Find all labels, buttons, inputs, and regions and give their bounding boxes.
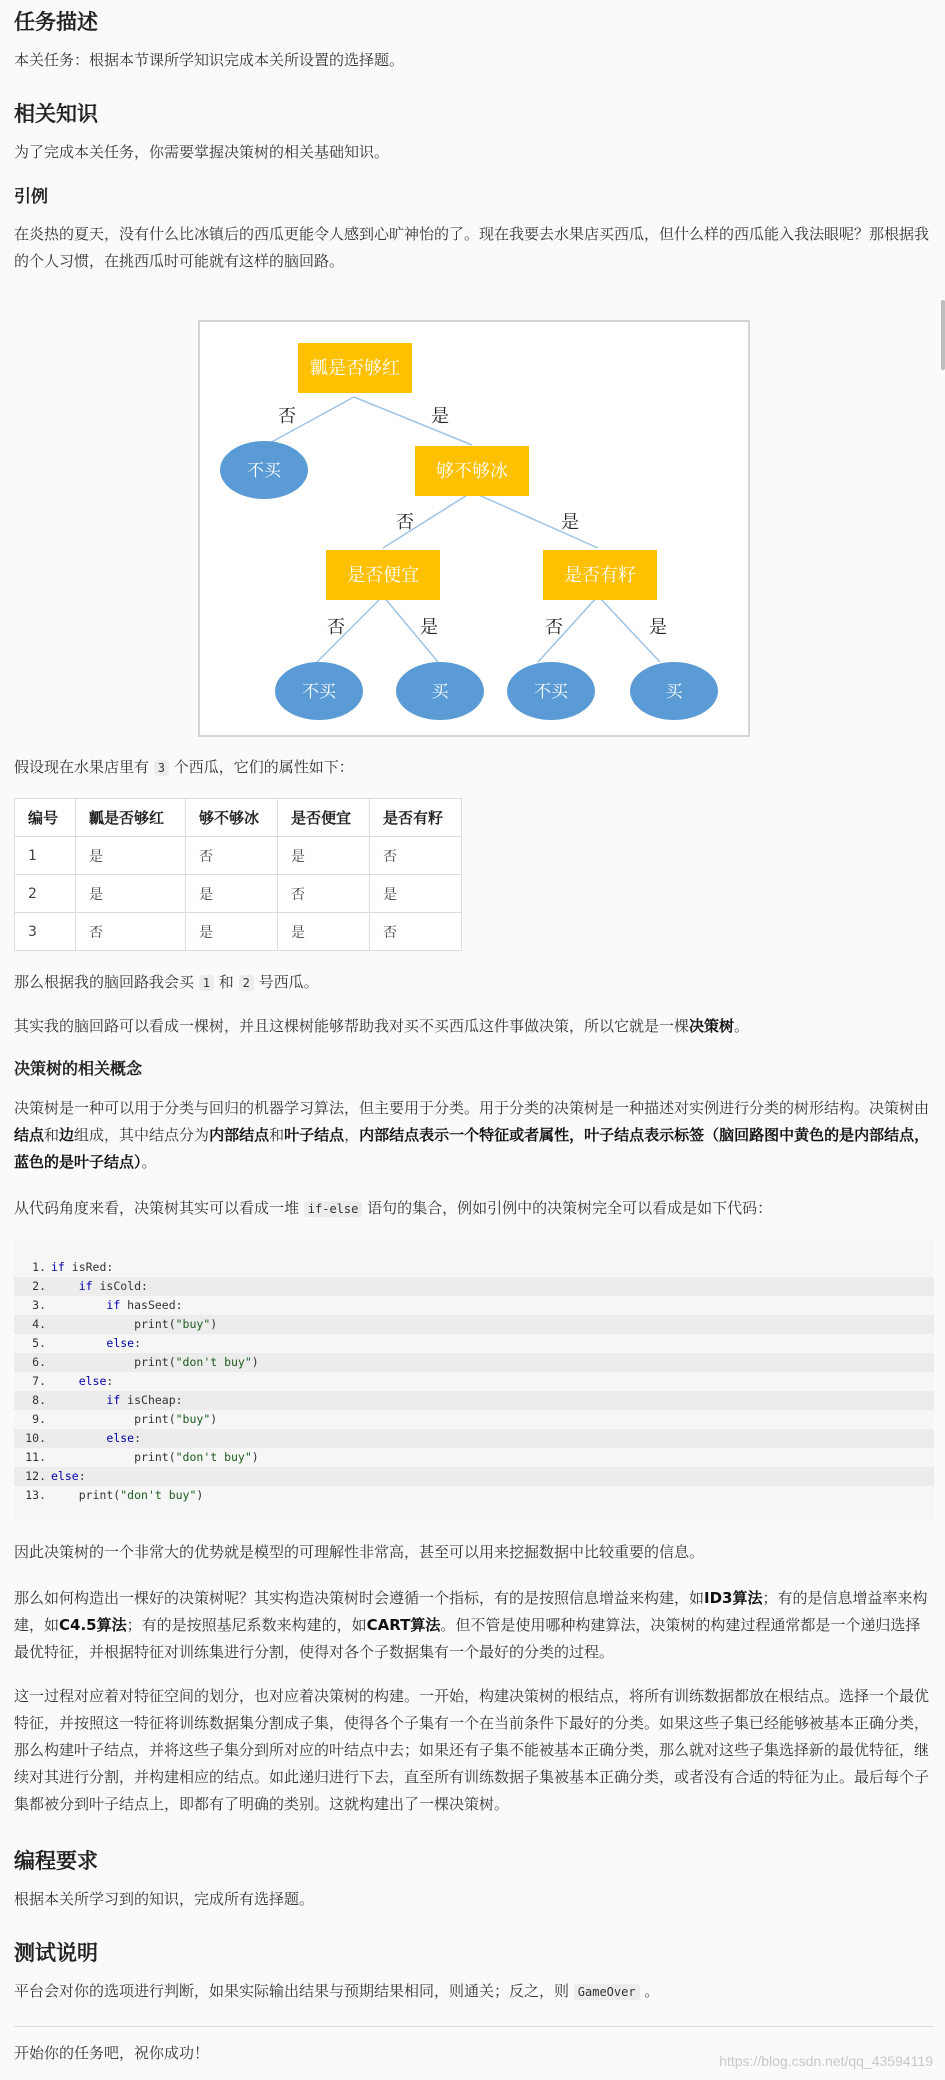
node-root-label: 瓤是否够红 xyxy=(310,358,400,379)
concept-l2: 和 xyxy=(44,1126,60,1144)
concept-l3: 组成，其中结点分为 xyxy=(74,1126,210,1144)
table-row xyxy=(15,837,462,875)
intro-title: 引例 xyxy=(14,187,48,207)
table-row xyxy=(15,875,462,913)
code-line xyxy=(14,1315,934,1334)
buy-text-after: 号西瓜。 xyxy=(253,973,319,991)
table-cell: 是 xyxy=(186,875,278,913)
code-line-number: 6. xyxy=(32,1355,46,1369)
melon-count: 3 xyxy=(154,760,169,776)
table-cell: 是 xyxy=(186,913,278,951)
code-line xyxy=(14,1258,934,1277)
code-line-text: print("don't buy") xyxy=(51,1488,204,1502)
advantage-text: 因此决策树的一个非常大的优势就是模型的可理解性非常高，甚至可以用来挖掘数据中比较重要的信息。 xyxy=(14,1543,705,1561)
knowledge-title: 相关知识 xyxy=(14,102,98,126)
code-line xyxy=(14,1486,934,1505)
buy-text-before: 那么根据我的脑回路我会买 xyxy=(14,973,199,991)
code-line-text: if isRed: xyxy=(51,1260,114,1274)
code-block xyxy=(14,1241,934,1521)
build-id3: ID3算法 xyxy=(704,1589,763,1607)
build-c: ；有的是信息增益率来构建，如 xyxy=(14,1589,928,1634)
table-header: 瓤是否够红 xyxy=(76,799,186,837)
concept-b1: 结点 xyxy=(14,1126,45,1144)
concept-b3: 内部结点 xyxy=(209,1126,270,1144)
table-cell: 是 xyxy=(370,875,462,913)
code-line-text: print("don't buy") xyxy=(51,1450,259,1464)
leaf-root-no-label: 不买 xyxy=(247,461,281,481)
decision-tree-figure xyxy=(198,320,750,737)
melon-attribute-table xyxy=(14,798,462,951)
edge-label-seed-yes: 是 xyxy=(649,617,667,638)
table-cell: 1 xyxy=(15,837,76,875)
code-line-text: if isCold: xyxy=(78,1279,148,1293)
code-line-number: 11. xyxy=(25,1450,46,1464)
buy-text-mid: 和 xyxy=(214,973,239,991)
edge-label-cold-no: 否 xyxy=(396,512,414,533)
decision-tree-svg xyxy=(200,322,748,735)
code-line xyxy=(14,1296,934,1315)
closing-text: 开始你的任务吧，祝你成功！ xyxy=(14,2044,210,2062)
test-before: 平台会对你的选项进行判断，如果实际输出结果与预期结果相同，则通关；反之，则 xyxy=(14,1982,574,2000)
code-line xyxy=(14,1410,934,1429)
table-intro xyxy=(14,754,930,782)
gameover-code: GameOver xyxy=(574,1984,640,2000)
build-cart: CART算法 xyxy=(366,1616,441,1634)
test-text xyxy=(14,1978,930,2006)
build-a: 那么如何构造出一棵好的决策树呢？其实构造决策树时会遵循一个指标，有的是按照信息增益来构建，如 xyxy=(14,1589,705,1607)
edge-cold-yes xyxy=(472,492,598,548)
code-line-number: 4. xyxy=(32,1317,46,1331)
concept-l1: 决策树是一种可以用于分类与回归的机器学习算法，但主要用于分类。用于分类的决策树是一种描述对实例进行分类的树形结构。决策树由 xyxy=(14,1099,930,1117)
table-intro-before: 假设现在水果店里有 xyxy=(14,758,154,776)
edge-label-root-yes: 是 xyxy=(431,406,449,427)
table-cell: 是 xyxy=(278,913,370,951)
code-line xyxy=(14,1277,934,1296)
divider xyxy=(14,2026,934,2027)
programming-title: 编程要求 xyxy=(14,1849,98,1873)
code-line-number: 5. xyxy=(32,1336,46,1350)
table-cell: 否 xyxy=(370,913,462,951)
concept-l5: ， xyxy=(344,1126,360,1144)
code-line-text: else: xyxy=(106,1431,142,1445)
code-line-number: 2. xyxy=(32,1279,46,1293)
edge-label-cheap-yes: 是 xyxy=(420,617,438,638)
code-intro-before: 从代码角度来看，决策树其实可以看成一堆 xyxy=(14,1199,304,1217)
table-row xyxy=(15,913,462,951)
table-header-row xyxy=(15,799,462,837)
code-line-text: if hasSeed: xyxy=(106,1298,183,1312)
concept-b5: 内部结点表示一个特征或者属性，叶子结点表示标签（脑回路图中黄色的是内部结点，蓝色的是叶子结点） xyxy=(14,1126,930,1171)
build-c45: C4.5算法 xyxy=(59,1616,127,1634)
table-cell: 是 xyxy=(76,837,186,875)
leaf-seed-no-label: 不买 xyxy=(534,682,568,702)
task-desc: 本关任务：根据本节课所学知识完成本关所设置的选择题。 xyxy=(14,51,405,69)
edge-label-cold-yes: 是 xyxy=(561,512,579,533)
code-line-number: 12. xyxy=(25,1469,46,1483)
task-title: 任务描述 xyxy=(14,10,98,34)
table-intro-after: 个西瓜，它们的属性如下： xyxy=(169,758,354,776)
code-line-number: 9. xyxy=(32,1412,46,1426)
table-header: 够不够冰 xyxy=(186,799,278,837)
table-cell: 否 xyxy=(278,875,370,913)
edge-label-seed-no: 否 xyxy=(545,617,563,638)
code-line-number: 1. xyxy=(32,1260,46,1274)
buy-melon-b: 2 xyxy=(239,975,254,991)
node-cold-label: 够不够冰 xyxy=(436,461,508,482)
process-text: 这一过程对应着对特征空间的划分，也对应着决策树的构建。一开始，构建决策树的根结点，将所有训练数据都放在根结点。选择一个最优特征，并按照这一特征将训练数据集分割成子集，使得各个子集有一个在当前条件下最好的分类。如果这些子集已经能够被基本正确分类，那么构建叶子结点，并将这些子集分到所对应的叶结点中去；如果还有子集不能被基本正确分类，那么就对这些子集选择新的最优特征，继续对其进行分割，并构建相应的结点。如此递归进行下去，直至所有训练数据子集被基本正确分类，或者没有合适的特征为止。最后每个子集都被分到叶子结点上，即都有了明确的类别。这就构建出了一棵决策树。 xyxy=(14,1687,930,1813)
build-text xyxy=(14,1585,930,1666)
node-seed-label: 是否有籽 xyxy=(564,565,636,586)
code-line-number: 7. xyxy=(32,1374,46,1388)
code-line xyxy=(14,1467,934,1486)
code-line xyxy=(14,1353,934,1372)
concept-l4: 和 xyxy=(269,1126,285,1144)
programming-text: 根据本关所学习到的知识，完成所有选择题。 xyxy=(14,1890,315,1908)
scrollbar[interactable] xyxy=(941,300,945,370)
leaf-cheap-no-label: 不买 xyxy=(302,682,336,702)
table-cell: 否 xyxy=(186,837,278,875)
tree-definition xyxy=(14,1013,930,1040)
code-intro-code: if-else xyxy=(304,1201,363,1217)
code-intro xyxy=(14,1195,930,1223)
node-cheap-label: 是否便宜 xyxy=(347,565,419,586)
concept-l6: 。 xyxy=(141,1153,157,1171)
code-line xyxy=(14,1448,934,1467)
table-cell: 2 xyxy=(15,875,76,913)
code-line xyxy=(14,1334,934,1353)
code-line-text: print("buy") xyxy=(51,1317,218,1331)
code-line-text: else: xyxy=(51,1469,86,1483)
edge-label-root-no: 否 xyxy=(278,406,296,427)
leaf-seed-yes-label: 买 xyxy=(665,682,683,702)
code-line-text: else: xyxy=(78,1374,114,1388)
edge-root-yes xyxy=(354,397,472,445)
tree-edges xyxy=(266,397,660,662)
knowledge-desc: 为了完成本关任务，你需要掌握决策树的相关基础知识。 xyxy=(14,143,390,161)
code-line-number: 3. xyxy=(32,1298,46,1312)
intro-text: 在炎热的夏天，没有什么比冰镇后的西瓜更能令人感到心旷神怡的了。现在我要去水果店买西瓜，但什么样的西瓜能入我法眼呢？那根据我的个人习惯，在挑西瓜时可能就有这样的脑回路。 xyxy=(14,225,930,270)
tree-def-bold: 决策树 xyxy=(689,1017,735,1035)
code-line-number: 8. xyxy=(32,1393,46,1407)
concept-text xyxy=(14,1095,930,1176)
table-header: 编号 xyxy=(15,799,76,837)
tree-def-end: 。 xyxy=(734,1017,750,1035)
concept-title: 决策树的相关概念 xyxy=(14,1059,143,1078)
build-e: 。但不管是使用哪种构建算法，决策树的构建过程通常都是一个递归选择最优特征，并根据特征对训练集进行分割，使得对各个子数据集有一个最好的分类的过程。 xyxy=(14,1616,921,1661)
tree-def-text: 其实我的脑回路可以看成一棵树，并且这棵树能够帮助我对买不买西瓜这件事做决策，所以它就是一棵 xyxy=(14,1017,690,1035)
concept-b4: 叶子结点 xyxy=(284,1126,345,1144)
table-header: 是否有籽 xyxy=(370,799,462,837)
code-line xyxy=(14,1372,934,1391)
table-header: 是否便宜 xyxy=(278,799,370,837)
code-line-number: 10. xyxy=(25,1431,46,1445)
code-line-text: print("buy") xyxy=(51,1412,218,1426)
code-line-text: else: xyxy=(106,1336,142,1350)
code-intro-after: 语句的集合，例如引例中的决策树完全可以看成是如下代码： xyxy=(362,1199,773,1217)
code-line xyxy=(14,1429,934,1448)
code-line xyxy=(14,1391,934,1410)
table-cell: 是 xyxy=(278,837,370,875)
table-cell: 否 xyxy=(76,913,186,951)
table-cell: 是 xyxy=(76,875,186,913)
test-after: 。 xyxy=(639,1982,660,2000)
buy-text xyxy=(14,969,930,997)
buy-melon-a: 1 xyxy=(199,975,214,991)
build-d: ；有的是按照基尼系数来构建的，如 xyxy=(126,1616,367,1634)
table-cell: 否 xyxy=(370,837,462,875)
concept-b2: 边 xyxy=(59,1126,75,1144)
code-line-number: 13. xyxy=(25,1488,46,1502)
test-title: 测试说明 xyxy=(14,1941,98,1965)
watermark: https://blog.csdn.net/qq_43594119 xyxy=(719,2053,933,2069)
edge-label-cheap-no: 否 xyxy=(327,617,345,638)
code-line-text: print("don't buy") xyxy=(51,1355,259,1369)
code-line-text: if isCheap: xyxy=(106,1393,183,1407)
leaf-cheap-yes-label: 买 xyxy=(431,682,449,702)
table-cell: 3 xyxy=(15,913,76,951)
